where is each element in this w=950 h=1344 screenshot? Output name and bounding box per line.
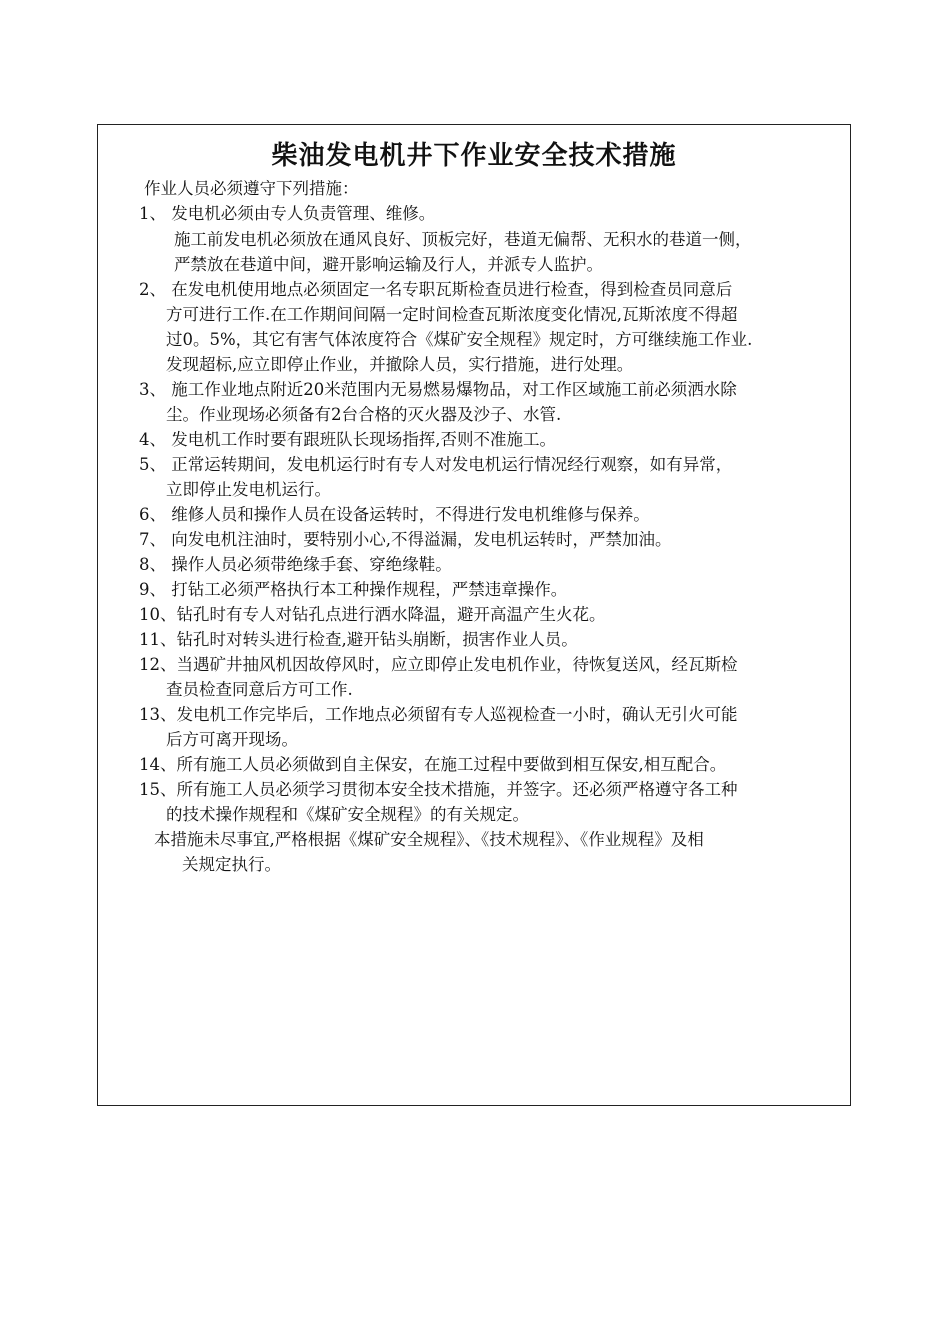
measure-line: 施工前发电机必须放在通风良好、顶板完好，巷道无偏帮、无积水的巷道一侧，	[174, 230, 752, 249]
measure-line: 11、钻孔时对转头进行检查,避开钻头崩断，损害作业人员。	[139, 630, 578, 649]
measure-line: 10、钻孔时有专人对钻孔点进行洒水降温，避开高温产生火花。	[139, 605, 606, 624]
measure-line: 9、 打钻工必须严格执行本工种操作规程，严禁违章操作。	[139, 580, 568, 599]
measure-line: 立即停止发电机运行。	[166, 480, 331, 499]
measure-line: 12、当遇矿井抽风机因故停风时，应立即停止发电机作业，待恢复送风，经瓦斯检	[139, 655, 738, 674]
measure-line: 13、发电机工作完毕后，工作地点必须留有专人巡视检查一小时，确认无引火可能	[139, 705, 738, 724]
measure-line: 查员检查同意后方可工作.	[166, 680, 353, 699]
measure-line: 6、 维修人员和操作人员在设备运转时，不得进行发电机维修与保养。	[139, 505, 650, 524]
document-title: 柴油发电机井下作业安全技术措施	[271, 141, 677, 171]
measure-line: 尘。作业现场必须备有2台合格的灭火器及沙子、水管.	[166, 405, 562, 424]
intro-line: 作业人员必须遵守下列措施：	[144, 179, 359, 198]
measure-line: 7、 向发电机注油时，要特别小心,不得溢漏，发电机运转时，严禁加油。	[139, 530, 672, 549]
measure-line: 15、所有施工人员必须学习贯彻本安全技术措施，并签字。还必须严格遵守各工种	[139, 780, 738, 799]
measure-line: 过0。5%，其它有害气体浓度符合《煤矿安全规程》规定时，方可继续施工作业.	[166, 330, 753, 349]
closing-line: 关规定执行。	[182, 855, 281, 874]
measure-line: 发现超标,应立即停止作业，并撤除人员，实行措施，进行处理。	[166, 355, 634, 374]
measure-line: 的技术操作规程和《煤矿安全规程》的有关规定。	[166, 805, 529, 824]
measure-line: 2、 在发电机使用地点必须固定一名专职瓦斯检查员进行检查，得到检查员同意后	[139, 280, 733, 299]
measure-line: 14、所有施工人员必须做到自主保安，在施工过程中要做到相互保安,相互配合。	[139, 755, 727, 774]
measure-line: 5、 正常运转期间，发电机运行时有专人对发电机运行情况经行观察，如有异常，	[139, 455, 733, 474]
measure-line: 方可进行工作.在工作期间间隔一定时间检查瓦斯浓度变化情况,瓦斯浓度不得超	[166, 305, 738, 324]
measure-line: 3、 施工作业地点附近20米范围内无易燃易爆物品，对工作区域施工前必须洒水除	[139, 380, 737, 399]
measure-line: 1、 发电机必须由专人负责管理、维修。	[139, 204, 436, 223]
closing-line: 本措施未尽事宜,严格根据《煤矿安全规程》、《技术规程》、《作业规程》及相	[154, 830, 704, 849]
document-frame	[97, 124, 851, 1106]
measure-line: 8、 操作人员必须带绝缘手套、穿绝缘鞋。	[139, 555, 452, 574]
measure-line: 后方可离开现场。	[166, 730, 298, 749]
measure-line: 4、 发电机工作时要有跟班队长现场指挥,否则不准施工。	[139, 430, 556, 449]
measure-line: 严禁放在巷道中间，避开影响运输及行人，并派专人监护。	[174, 255, 603, 274]
